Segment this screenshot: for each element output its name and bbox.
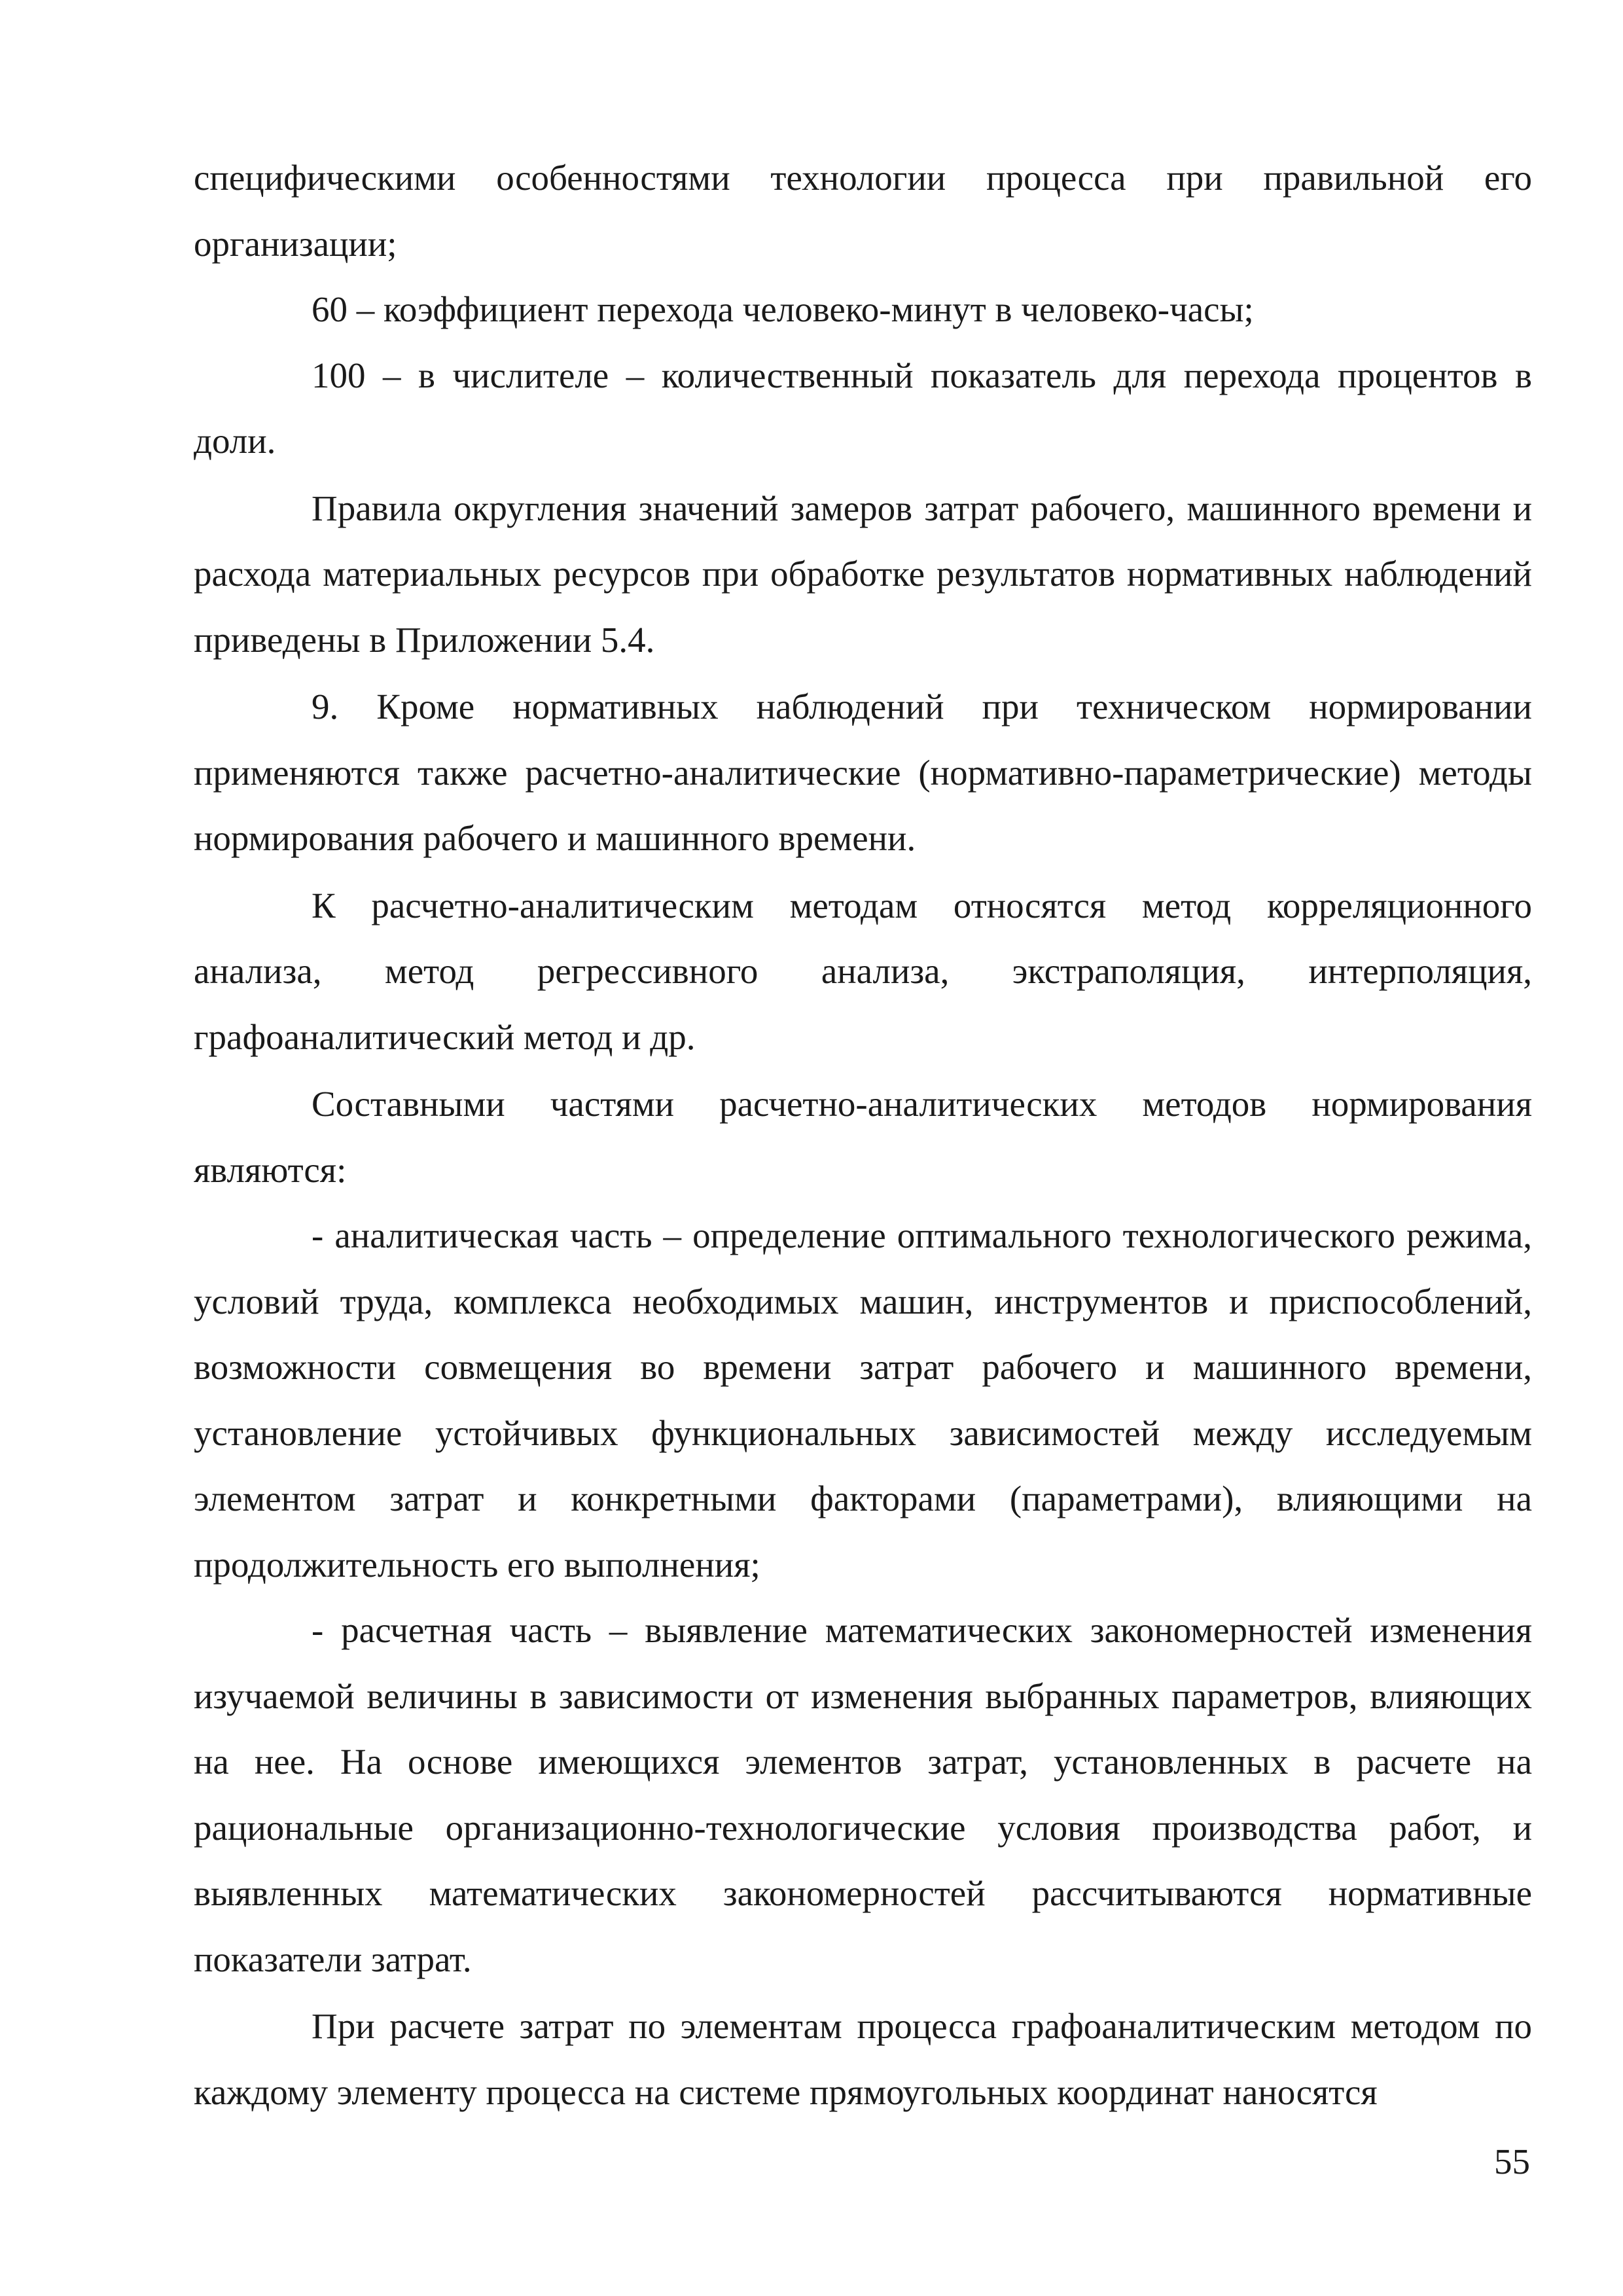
- paragraph-calculation-part: - расчетная часть – выявление математических закономерностей изменения изучаемой величины в зависимости от изменения выбранных параметров, влияющих на нее. На основе имеющихся элементов затрат, установленных в расчете на рациональные организационно-технологические условия производства работ, и выявленных математических закономерностей рассчитываются нормативные показатели затрат.: [194, 1610, 1532, 1979]
- page-number: 55: [1494, 2142, 1530, 2181]
- paragraph-item-9: 9. Кроме нормативных наблюдений при техническом нормировании применяются также расчетно-аналитические (нормативно-параметрические) методы нормирования рабочего и машинного времени.: [194, 687, 1532, 858]
- paragraph-components: Составными частями расчетно-аналитических методов нормирования являются:: [194, 1084, 1532, 1190]
- body-text: [194, 145, 1532, 2125]
- paragraph-rounding-rules: Правила округления значений замеров затрат рабочего, машинного времени и расхода материальных ресурсов при обработке результатов нормативных наблюдений приведены в Приложении 5.4.: [194, 488, 1532, 660]
- paragraph-analytical-methods: К расчетно-аналитическим методам относятся метод корреляционного анализа, метод регрессивного анализа, экстраполяция, интерполяция, графоаналитический метод и др.: [194, 885, 1532, 1057]
- paragraph-continuation: специфическими особенностями технологии процесса при правильной его организации;: [194, 158, 1532, 264]
- paragraph-analytical-part: - аналитическая часть – определение оптимального технологического режима, условий труда, комплекса необходимых машин, инструментов и приспособлений, возможности совмещения во времени затрат рабочего и машинного времени, установление устойчивых функциональных зависимостей между исследуемым элементом затрат и конкретными факторами (параметрами), влияющими на продолжительность его выполнения;: [194, 1215, 1532, 1585]
- paragraph-coefficient-60: 60 – коэффициент перехода человеко-минут в человеко-часы;: [312, 289, 1254, 329]
- paragraph-graphoanalytical: При расчете затрат по элементам процесса графоаналитическим методом по каждому элементу процесса на системе прямоугольных координат наносятся: [194, 2006, 1532, 2112]
- paragraph-coefficient-100: 100 – в числителе – количественный показатель для перехода процентов в доли.: [194, 355, 1532, 461]
